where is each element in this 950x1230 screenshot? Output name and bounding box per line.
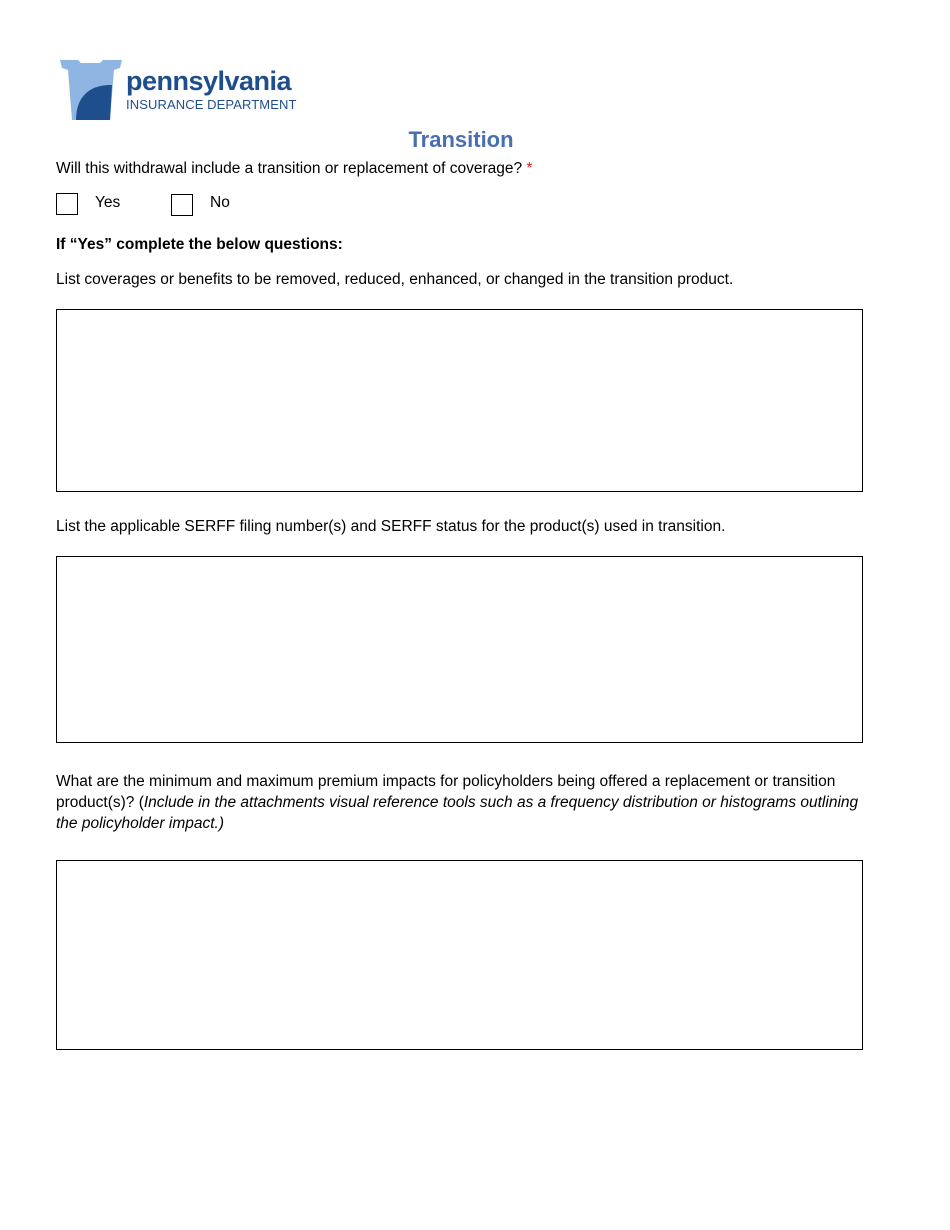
- question-transition-text: Will this withdrawal include a transition or replacement of coverage?: [56, 160, 523, 177]
- no-label: No: [210, 194, 230, 211]
- logo-department-name: INSURANCE DEPARTMENT: [126, 97, 297, 112]
- premium-impacts-answer-box[interactable]: [56, 860, 863, 1050]
- pa-insurance-logo: [58, 58, 298, 124]
- question-transition: [56, 158, 532, 179]
- question-serff-label: List the applicable SERFF filing number(s) and SERFF status for the product(s) used in transition.: [56, 518, 726, 535]
- question-coverages-label: List coverages or benefits to be removed, reduced, enhanced, or changed in the transition product.: [56, 271, 734, 288]
- question-premium-impacts: [56, 771, 876, 834]
- question-premium-text: What are the minimum and maximum premium impacts for policyholders being offered a replacement or transition product(s)? (: [56, 773, 836, 811]
- logo-state-name: pennsylvania: [126, 66, 292, 96]
- yes-label: Yes: [95, 194, 121, 211]
- keystone-icon: [58, 58, 124, 124]
- yes-checkbox[interactable]: [56, 193, 78, 215]
- required-mark: *: [526, 160, 533, 177]
- serff-answer-box[interactable]: [56, 556, 863, 743]
- no-checkbox[interactable]: [171, 194, 193, 216]
- question-premium-italic-note: Include in the attachments visual reference tools such as a frequency distribution or histograms outlining the policyholder impact.): [56, 794, 859, 832]
- page-title: Transition: [408, 127, 514, 152]
- conditional-heading: If “Yes” complete the below questions:: [56, 236, 343, 253]
- coverages-answer-box[interactable]: [56, 309, 863, 492]
